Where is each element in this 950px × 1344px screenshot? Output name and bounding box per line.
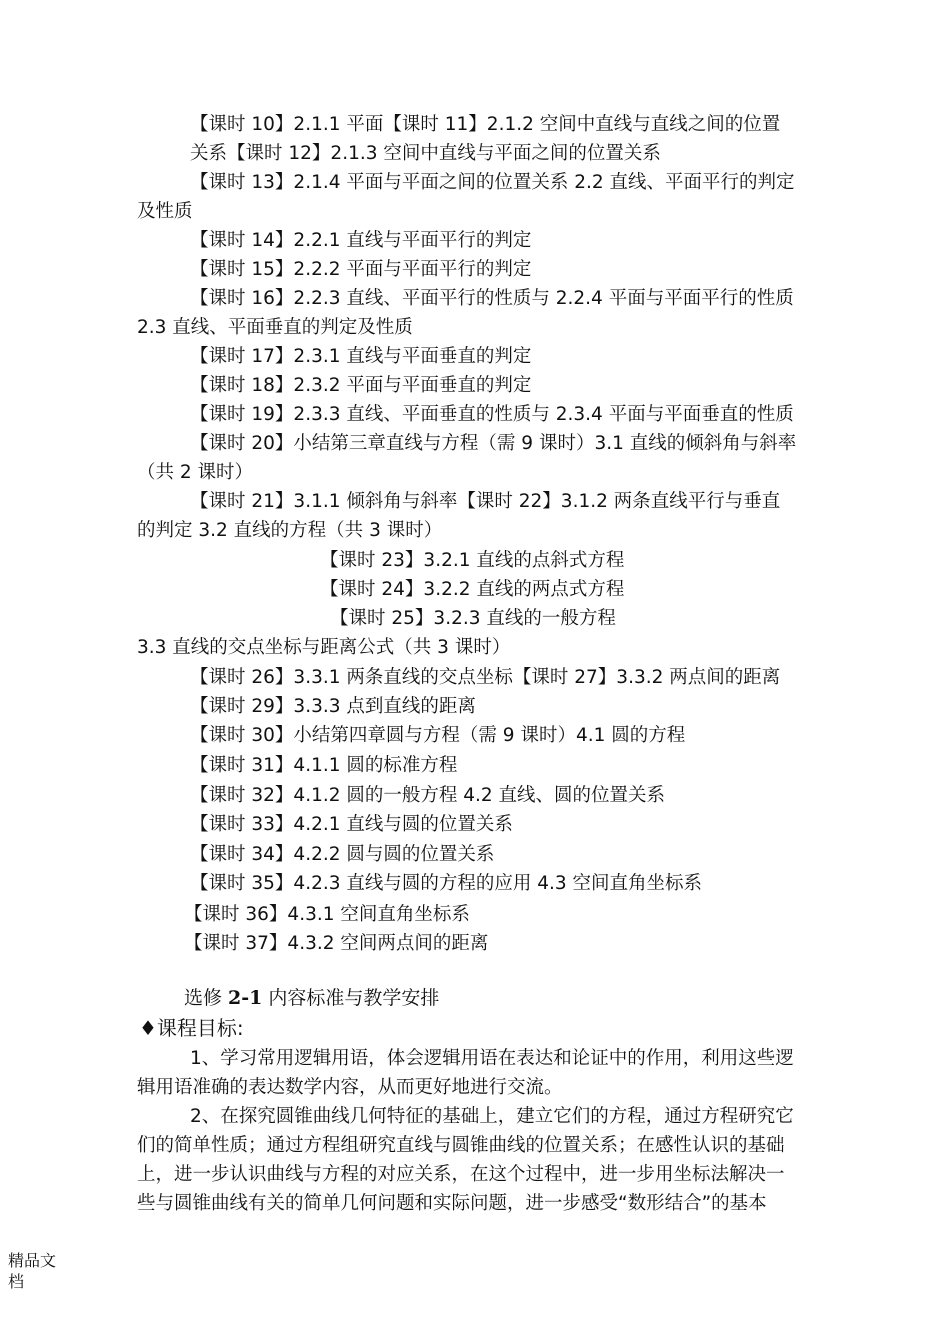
lesson-line: 【课时 34】4.2.2 圆与圆的位置关系 [190, 844, 495, 865]
goal-line: 2、在探究圆锥曲线几何特征的基础上，建立它们的方程，通过方程研究它 [190, 1106, 794, 1127]
goal-line: 1、学习常用逻辑用语，体会逻辑用语在表达和论证中的作用，利用这些逻 [190, 1048, 794, 1069]
lesson-line: 【课时 18】2.3.2 平面与平面垂直的判定 [190, 375, 532, 396]
lesson-line: 【课时 21】3.1.1 倾斜角与斜率【课时 22】3.1.2 两条直线平行与垂直 [190, 491, 781, 512]
lesson-line: 【课时 26】3.3.1 两条直线的交点坐标【课时 27】3.3.2 两点间的距离 [190, 667, 781, 688]
lesson-line: 及性质 [137, 201, 193, 222]
lesson-line: 【课时 30】小结第四章圆与方程（需 9 课时）4.1 圆的方程 [190, 725, 686, 746]
section-heading [184, 984, 439, 1013]
lesson-line: 【课时 33】4.2.1 直线与圆的位置关系 [190, 814, 513, 835]
section-heading-number: 2-1 [228, 987, 263, 1009]
lesson-line: 【课时 35】4.2.3 直线与圆的方程的应用 4.3 空间直角坐标系 [190, 873, 703, 894]
lesson-line: 【课时 16】2.2.3 直线、平面平行的性质与 2.2.4 平面与平面平行的性质 [190, 288, 794, 309]
lesson-line: 【课时 10】2.1.1 平面【课时 11】2.1.2 空间中直线与直线之间的位置 [190, 114, 781, 135]
lesson-line: 【课时 25】3.2.3 直线的一般方程 [330, 608, 616, 629]
footer-watermark: 精品文档 [8, 1251, 57, 1291]
lesson-line: 【课时 36】4.3.1 空间直角坐标系 [184, 904, 470, 925]
lesson-line: 【课时 37】4.3.2 空间两点间的距离 [184, 933, 489, 954]
lesson-line: 【课时 15】2.2.2 平面与平面平行的判定 [190, 259, 532, 280]
lesson-line: 【课时 32】4.1.2 圆的一般方程 4.2 直线、圆的位置关系 [190, 785, 666, 806]
lesson-line: 【课时 19】2.3.3 直线、平面垂直的性质与 2.3.4 平面与平面垂直的性质 [190, 404, 794, 425]
lesson-line: 2.3 直线、平面垂直的判定及性质 [137, 317, 413, 338]
lesson-line: 关系【课时 12】2.1.3 空间中直线与平面之间的位置关系 [190, 143, 661, 164]
goal-line: 上，进一步认识曲线与方程的对应关系，在这个过程中，进一步用坐标法解决一 [137, 1164, 785, 1185]
lesson-line: 【课时 23】3.2.1 直线的点斜式方程 [320, 550, 625, 571]
goal-line: 些与圆锥曲线有关的简单几何问题和实际问题，进一步感受“数形结合”的基本 [137, 1193, 767, 1214]
lesson-line: 【课时 17】2.3.1 直线与平面垂直的判定 [190, 346, 532, 367]
lesson-line: 【课时 24】3.2.2 直线的两点式方程 [320, 579, 625, 600]
lesson-line: 【课时 29】3.3.3 点到直线的距离 [190, 696, 476, 717]
lesson-line: 的判定 3.2 直线的方程（共 3 课时） [137, 520, 443, 541]
lesson-line: 【课时 20】小结第三章直线与方程（需 9 课时）3.1 直线的倾斜角与斜率 [190, 433, 797, 454]
section-heading-prefix: 选修 [184, 987, 229, 1009]
goal-line: 们的简单性质；通过方程组研究直线与圆锥曲线的位置关系；在感性认识的基础 [137, 1135, 785, 1156]
section-heading-suffix: 内容标准与教学安排 [262, 987, 440, 1009]
lesson-line: 【课时 13】2.1.4 平面与平面之间的位置关系 2.2 直线、平面平行的判定 [190, 172, 795, 193]
lesson-line: 【课时 31】4.1.1 圆的标准方程 [190, 755, 458, 776]
lesson-line: 【课时 14】2.2.1 直线与平面平行的判定 [190, 230, 532, 251]
goals-heading: ♦课程目标: [139, 1016, 244, 1040]
goal-line: 辑用语准确的表达数学内容，从而更好地进行交流。 [137, 1077, 563, 1098]
lesson-line: （共 2 课时） [137, 462, 254, 483]
lesson-line: 3.3 直线的交点坐标与距离公式（共 3 课时） [137, 637, 511, 658]
